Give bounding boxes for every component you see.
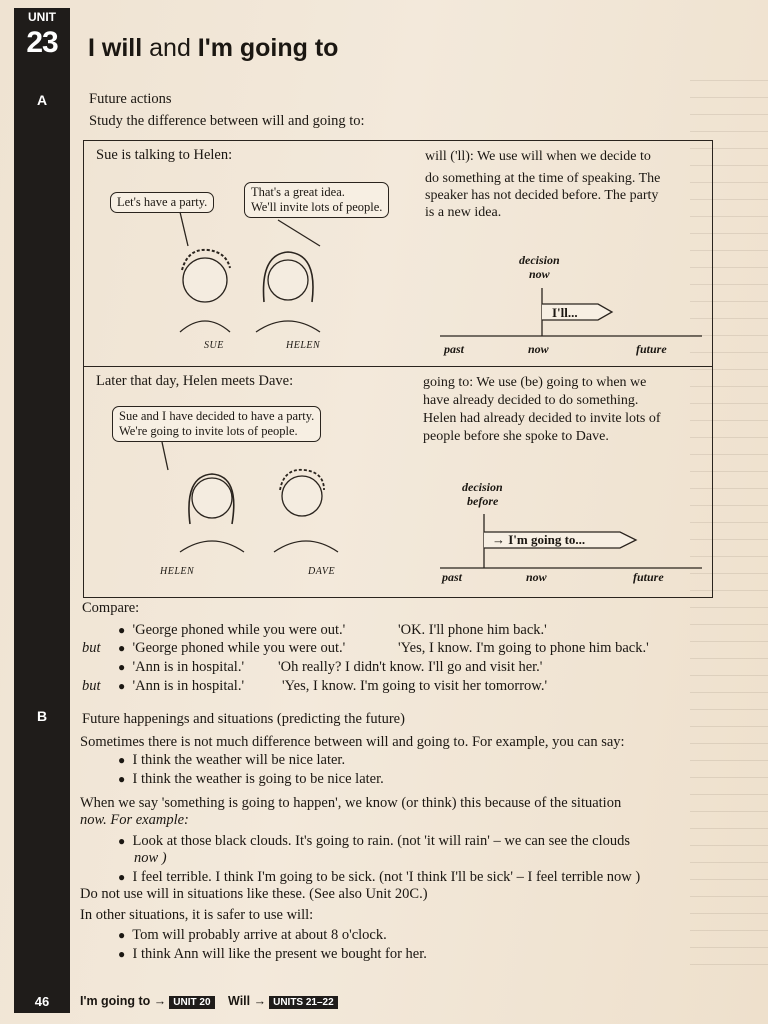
compare-row-3-reply: 'Oh really? I didn't know. I'll go and visit her.'	[278, 659, 543, 675]
frame-divider	[83, 366, 713, 367]
timeline2-arrow-label: → I'm going to...	[492, 532, 586, 547]
caption-dave: DAVE	[308, 566, 336, 577]
section-b-bullet-2: ● I think the weather is going to be nice later.	[118, 771, 384, 787]
going-to-explanation-1: going to: We use (be) going to when we	[423, 375, 647, 390]
timeline1-future: future	[636, 342, 667, 356]
helen-dave-illustration	[150, 440, 370, 570]
panel2-lead: Later that day, Helen meets Dave:	[96, 373, 294, 389]
will-explanation-4: is a new idea.	[425, 205, 502, 220]
going-to-explanation-2: have already decided to do something.	[423, 393, 639, 408]
compare-row-3: ● 'Ann is in hospital.'	[118, 659, 245, 675]
sue-helen-illustration	[160, 210, 360, 350]
unit-number: 23	[26, 26, 58, 59]
page-number: 46	[34, 994, 50, 1009]
compare-row-4: ● 'Ann is in hospital.'	[118, 678, 245, 694]
section-b-bullet-1: ● I think the weather will be nice later.	[118, 752, 346, 768]
speech-bubble-helen: That's a great idea. We'll invite lots of people.	[244, 182, 389, 218]
caption-helen-1: HELEN	[286, 340, 321, 351]
going-to-explanation-4: people before she spoke to Dave.	[423, 429, 609, 444]
page-title: I will and I'm going to	[88, 34, 339, 62]
compare-row-2-prefix: but	[82, 640, 101, 656]
compare-row-2: ● 'George phoned while you were out.'	[118, 640, 346, 656]
unit-label: UNIT	[28, 10, 56, 24]
caption-sue: SUE	[204, 340, 224, 351]
speech-bubble-helen-2: Sue and I have decided to have a party. We're going to invite lots of people.	[112, 406, 321, 442]
section-a-heading: Future actions	[89, 91, 172, 107]
timeline2-past: past	[442, 570, 463, 584]
compare-row-4-reply: 'Yes, I know. I'm going to visit her tomorrow.'	[282, 678, 548, 694]
compare-heading: Compare:	[82, 600, 140, 616]
compare-row-1-reply: 'OK. I'll phone him back.'	[398, 622, 547, 638]
speech-bubble-sue: Let's have a party.	[110, 192, 214, 213]
section-b-bullet-4: ● I feel terrible. I think I'm going to be sick. (not 'I think I'll be sick' – I feel terrible now )	[118, 869, 641, 885]
section-b-bullet-5: ● Tom will probably arrive at about 8 o'clock.	[118, 927, 387, 943]
timeline1-arrow-label: I'll...	[552, 305, 578, 320]
will-explanation-3: speaker has not decided before. The party	[425, 188, 659, 203]
going-to-explanation-3: Helen had already decided to invite lots of	[423, 411, 661, 426]
side-bar	[14, 8, 70, 1013]
section-b-p2a: When we say 'something is going to happen', we know (or think) this because of the situation	[80, 795, 622, 811]
timeline1-now-top: now	[529, 267, 550, 281]
timeline1-now: now	[528, 342, 549, 356]
will-explanation-2: do something at the time of speaking. The	[425, 171, 661, 186]
section-b-p3: Do not use will in situations like these. (See also Unit 20C.)	[80, 886, 428, 902]
timeline2-decision: decision	[462, 480, 503, 494]
footer-going-to-ref: I'm going to → UNIT 20	[80, 994, 215, 1008]
compare-row-1: ● 'George phoned while you were out.'	[118, 622, 346, 638]
section-b-bullet-3: ● Look at those black clouds. It's going to rain. (not 'it will rain' – we can see the clouds	[118, 833, 631, 849]
section-b-p4: In other situations, it is safer to use will:	[80, 907, 314, 923]
section-b-heading: Future happenings and situations (predicting the future)	[82, 711, 405, 727]
section-b-p1: Sometimes there is not much difference between will and going to. For example, you can say:	[80, 734, 625, 750]
timeline2-before: before	[467, 494, 499, 508]
timeline2-now: now	[526, 570, 547, 584]
section-a-letter: A	[36, 92, 48, 108]
will-explanation-1: will ('ll): We use will when we decide to	[425, 149, 651, 164]
compare-row-4-prefix: but	[82, 678, 101, 694]
section-b-p2b: now. For example:	[80, 812, 189, 828]
timeline1-past: past	[444, 342, 465, 356]
section-b-letter: B	[36, 708, 48, 724]
section-b-bullet-6: ● I think Ann will like the present we bought for her.	[118, 946, 427, 962]
timeline1-decision: decision	[519, 253, 560, 267]
compare-row-2-reply: 'Yes, I know. I'm going to phone him back.'	[398, 640, 649, 656]
section-b-bullet-3-cont: now )	[134, 850, 167, 866]
caption-helen-2: HELEN	[160, 566, 195, 577]
timeline2-future: future	[633, 570, 664, 584]
footer-will-ref: Will → UNITS 21–22	[228, 994, 338, 1008]
panel1-lead: Sue is talking to Helen:	[96, 147, 233, 163]
section-a-intro: Study the difference between will and going to:	[89, 113, 365, 129]
